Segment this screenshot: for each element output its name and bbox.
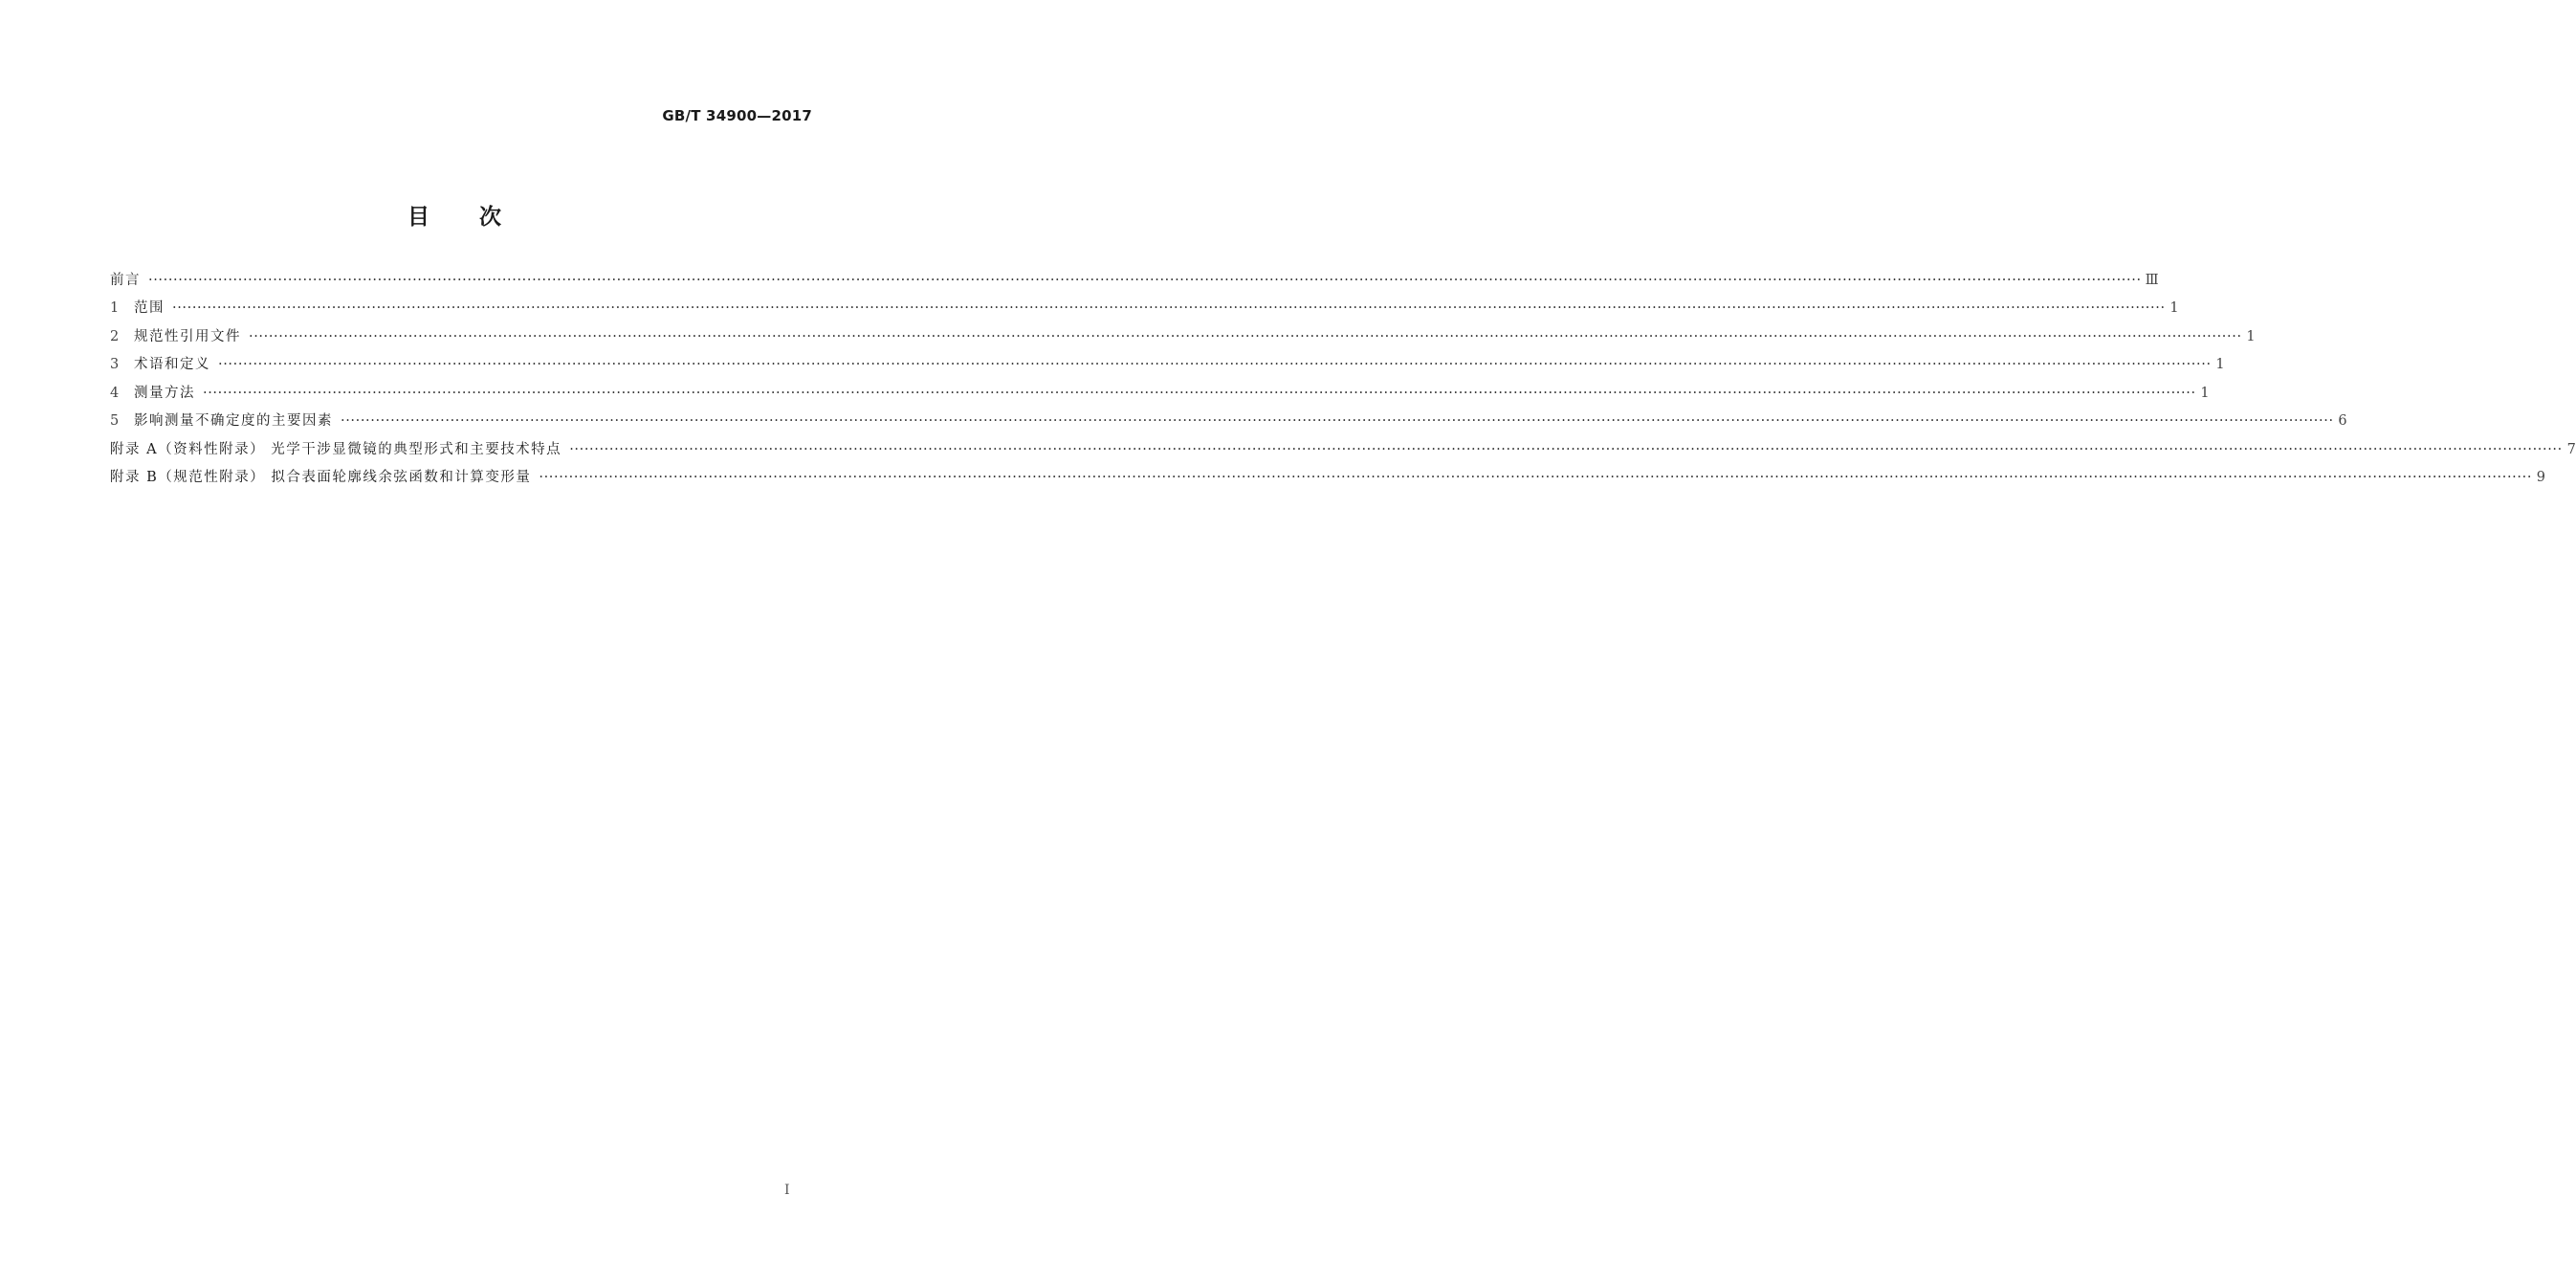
toc-entry-uncertainty-factors[interactable] — [110, 403, 2347, 432]
toc-entry-page: 6 — [2338, 413, 2347, 429]
toc-entry-page: 1 — [2169, 300, 2179, 316]
toc-entry-terms-definitions[interactable] — [110, 346, 2225, 375]
toc-entry-scope[interactable] — [110, 290, 2179, 319]
dot-leader: ················································································································································································································································································································································································································ — [539, 470, 2533, 485]
toc-entry-annex-b[interactable] — [110, 459, 2546, 488]
toc-entry-number: 1 — [110, 300, 120, 316]
toc-entry-page: 7 — [2566, 441, 2576, 457]
dot-leader: ················································································································································································································································································································································································································ — [249, 328, 2242, 344]
dot-leader: ················································································································································································································································································································································································································ — [203, 385, 2196, 401]
toc-entry-number: 2 — [110, 328, 120, 344]
toc-entry-foreword[interactable] — [110, 261, 2159, 290]
toc-entry-label: 范围 — [134, 300, 165, 316]
toc-entry-number: 4 — [110, 385, 120, 401]
toc-entry-page: 1 — [2200, 385, 2210, 401]
toc-entry-page: 1 — [2246, 328, 2256, 344]
dot-leader: ················································································································································································································································································································································································································ — [148, 272, 2142, 288]
document-code: GB/T 34900—2017 — [662, 107, 812, 124]
toc-entry-label: 影响测量不确定度的主要因素 — [134, 413, 333, 429]
toc-entry-label: 前言 — [110, 272, 141, 288]
table-of-contents — [110, 261, 2576, 487]
page-number: I — [784, 1183, 790, 1198]
toc-entry-label: 附录 A（资料性附录） 光学干涉显微镜的典型形式和主要技术特点 — [110, 441, 562, 457]
toc-entry-annex-a[interactable] — [110, 431, 2576, 459]
toc-entry-number: 5 — [110, 413, 120, 429]
dot-leader: ················································································································································································································································································································································································································ — [218, 357, 2212, 372]
toc-entry-label: 术语和定义 — [134, 357, 210, 372]
dot-leader: ················································································································································································································································································································································································································ — [569, 441, 2563, 457]
toc-entry-measurement-method[interactable] — [110, 374, 2210, 403]
toc-entry-page: 9 — [2536, 470, 2546, 485]
toc-entry-number: 3 — [110, 357, 120, 372]
dot-leader: ················································································································································································································································································································································································································ — [341, 413, 2334, 429]
toc-entry-normative-references[interactable] — [110, 318, 2256, 346]
dot-leader: ················································································································································································································································································································································································································ — [172, 300, 2166, 316]
toc-entry-label: 测量方法 — [134, 385, 195, 401]
toc-entry-page: 1 — [2215, 357, 2225, 372]
toc-entry-label: 规范性引用文件 — [134, 328, 241, 344]
page-title: 目次 — [407, 205, 551, 231]
toc-entry-page: Ⅲ — [2145, 272, 2159, 288]
toc-entry-label: 附录 B（规范性附录） 拟合表面轮廓线余弦函数和计算变形量 — [110, 470, 532, 485]
